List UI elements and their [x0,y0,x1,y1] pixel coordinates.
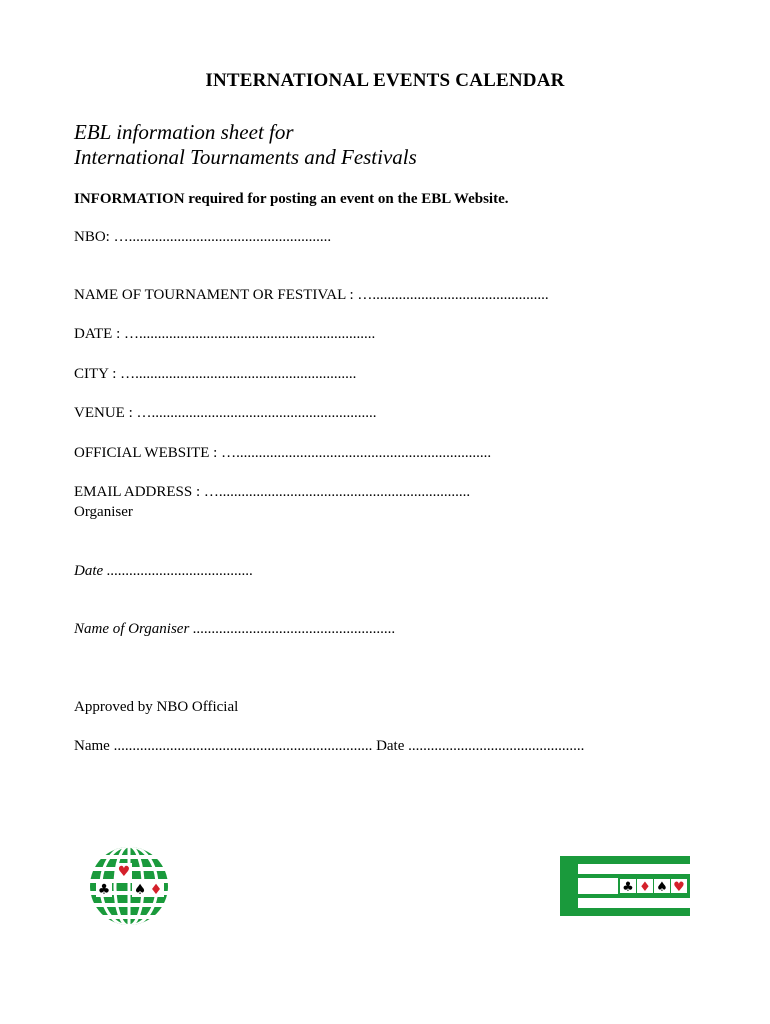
page-title: INTERNATIONAL EVENTS CALENDAR [205,70,565,91]
svg-text:♥: ♥ [117,864,131,880]
svg-text:♣: ♣ [97,882,111,898]
organiser-name-field: Name of Organiser ...................................................... [74,621,396,637]
subtitle-line-1: EBL information sheet for [74,120,294,144]
email-address-field: EMAIL ADDRESS : …................................................................... [74,484,471,500]
svg-text:♠: ♠ [656,880,668,895]
organiser-date-field: Date ....................................... [74,563,254,579]
nbo-field: NBO: …...................................................... [74,229,332,245]
svg-text:♣: ♣ [622,880,634,895]
tournament-name-field: NAME OF TOURNAMENT OR FESTIVAL : …............................................... [74,287,549,303]
subtitle-line-2: International Tournaments and Festivals [74,145,417,169]
date-field: DATE : …............................................................... [74,326,376,342]
official-name-date-field: Name ..................................................................... Date ............................................... [74,738,585,754]
svg-text:♥: ♥ [673,880,685,895]
official-website-field: OFFICIAL WEBSITE : ….................................................................... [74,445,492,461]
city-field: CITY : …........................................................... [74,366,357,382]
svg-text:♠: ♠ [133,882,147,898]
organiser-label: Organiser [74,504,133,520]
venue-field: VENUE : …............................................................ [74,405,377,421]
svg-text:♦: ♦ [149,882,163,898]
approved-by-label: Approved by NBO Official [74,699,239,715]
ebl-card-suits-logo-icon [560,856,690,916]
svg-text:♦: ♦ [639,880,651,895]
information-heading: INFORMATION required for posting an event on the EBL Website. [74,191,509,207]
globe-card-suits-icon [88,845,170,927]
